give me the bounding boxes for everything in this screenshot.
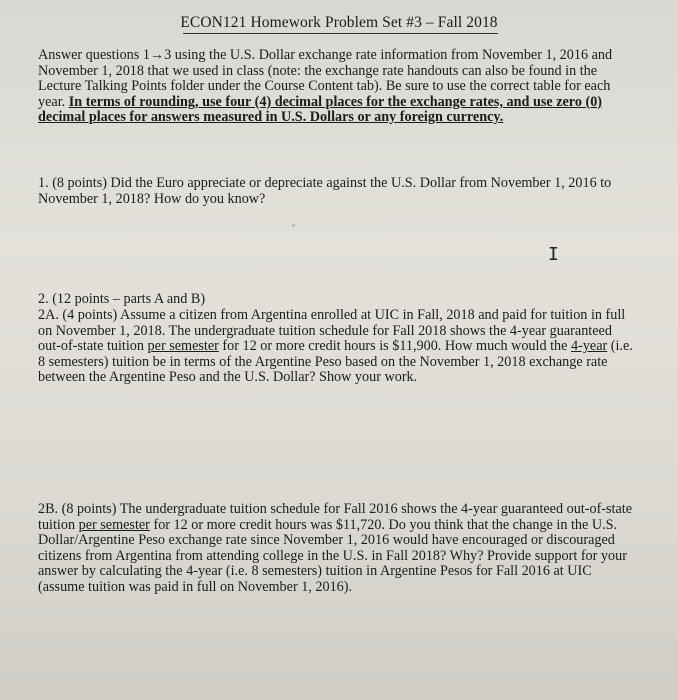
question-2-header-text: 2. (12 points – parts A and B): [38, 291, 206, 307]
question-2b-text-end: for 12 or more credit hours was $11,720. Do you think that the change in the U.S. Dollar/Argentine Peso exchange rate since November 1, 2016 would have encouraged or discouraged citizens from Argentina from attending college in the U.S. in Fall 2018? Why? Provide support for your answer by calculating the 4-year (i.e. 8 semesters) tuition in Argentine Pesos for Fall 2016 at UIC (assume tuition was paid in full on November 1, 2016).: [38, 516, 627, 595]
per-semester-emphasis: per semester: [147, 338, 219, 355]
question-2b-text-start: 2B. (8 points) The undergraduate tuition schedule for Fall 2016 shows the 4-year guaranteed out-of-state tuition: [38, 501, 633, 533]
question-1: [38, 176, 636, 207]
question-2b: [38, 502, 638, 596]
question-2a-text-end: (i.e. 8 semesters) tuition be in terms of the Argentine Peso based on the November 1, 2018 exchange rate between the Argentine Peso and the U.S. Dollar? Show your work.: [38, 338, 633, 386]
text-cursor-icon: I: [548, 244, 559, 265]
per-semester-emphasis-2b: per semester: [78, 516, 150, 533]
question-2a: [38, 308, 638, 386]
question-1-text: 1. (8 points) Did the Euro appreciate or depreciate against the U.S. Dollar from November 1, 2016 to November 1, 2018? How do you know?: [38, 175, 612, 207]
instructions-paragraph: [38, 48, 640, 126]
question-2a-text-start: 2A. (4 points) Assume a citizen from Argentina enrolled at UIC in Fall, 2018 and paid for tuition in full on November 1, 2018. The undergraduate tuition schedule for Fall 2018 shows the 4-year guaranteed out-of-state tuition: [38, 307, 626, 355]
rounding-instructions: In terms of rounding, use four (4) decimal places for the exchange rates, and use zero (0) decimal places for answers measured in U.S. Dollars or any foreign currency.: [38, 93, 603, 126]
question-2-header: [38, 292, 636, 308]
instructions-text: Answer questions 1→3 using the U.S. Dollar exchange rate information from November 1, 2016 and November 1, 2018 that we used in class (note: the exchange rate handouts can also be found in the Lecture Talking Points folder under the Course Content tab). Be sure to use the correct table for each year.: [38, 47, 613, 110]
paper-speck: [292, 224, 295, 227]
title-underline: [183, 33, 498, 34]
four-year-emphasis: 4-year: [571, 338, 608, 355]
document-title: ECON121 Homework Problem Set #3 – Fall 2018: [180, 14, 498, 31]
question-2a-text-mid: for 12 or more credit hours is $11,900. How much would the: [222, 338, 568, 355]
